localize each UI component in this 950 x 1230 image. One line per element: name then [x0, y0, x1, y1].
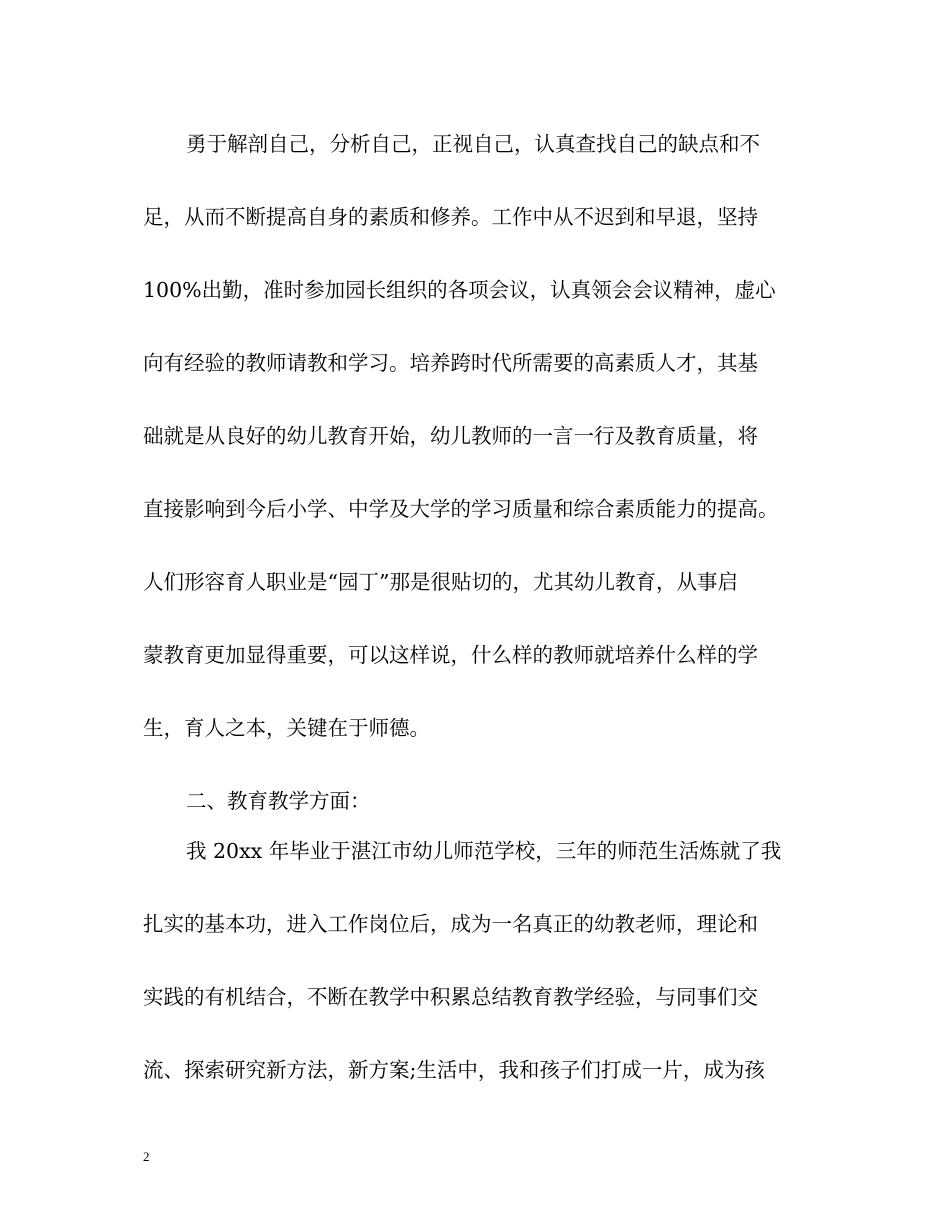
body-text-line: 扎实的基本功，进入工作岗位后，成为一名真正的幼教老师，理论和	[143, 912, 758, 936]
body-text-line: 人们形容育人职业是“园丁”那是很贴切的，尤其幼儿教育，从事启	[143, 570, 738, 594]
body-text-line: 100%出勤，准时参加园长组织的各项会议，认真领会会议精神，虚心	[143, 278, 776, 302]
body-text-line: 足，从而不断提高自身的素质和修养。工作中从不迟到和早退，坚持	[143, 205, 758, 229]
body-text-line: 勇于解剖自己，分析自己，正视自己，认真查找自己的缺点和不	[186, 132, 760, 156]
body-text-line: 生，育人之本，关键在于师德。	[143, 716, 430, 740]
body-text-line: 实践的有机结合，不断在教学中积累总结教育教学经验，与同事们交	[143, 985, 758, 1009]
body-text-line: 蒙教育更加显得重要，可以这样说，什么样的教师就培养什么样的学	[143, 643, 758, 667]
body-text-line: 流、探索研究新方法，新方案;生活中，我和孩子们打成一片，成为孩	[143, 1058, 765, 1082]
body-text-line: 向有经验的教师请教和学习。培养跨时代所需要的高素质人才，其基	[143, 351, 758, 375]
body-text-line: 我 20xx 年毕业于湛江市幼儿师范学校，三年的师范生活炼就了我	[186, 839, 782, 863]
section-heading: 二、教育教学方面：	[186, 789, 371, 813]
page-number: 2	[143, 1149, 150, 1164]
body-text-line: 直接影响到今后小学、中学及大学的学习质量和综合素质能力的提高。	[143, 497, 779, 521]
body-text-line: 础就是从良好的幼儿教育开始，幼儿教师的一言一行及教育质量，将	[143, 424, 758, 448]
